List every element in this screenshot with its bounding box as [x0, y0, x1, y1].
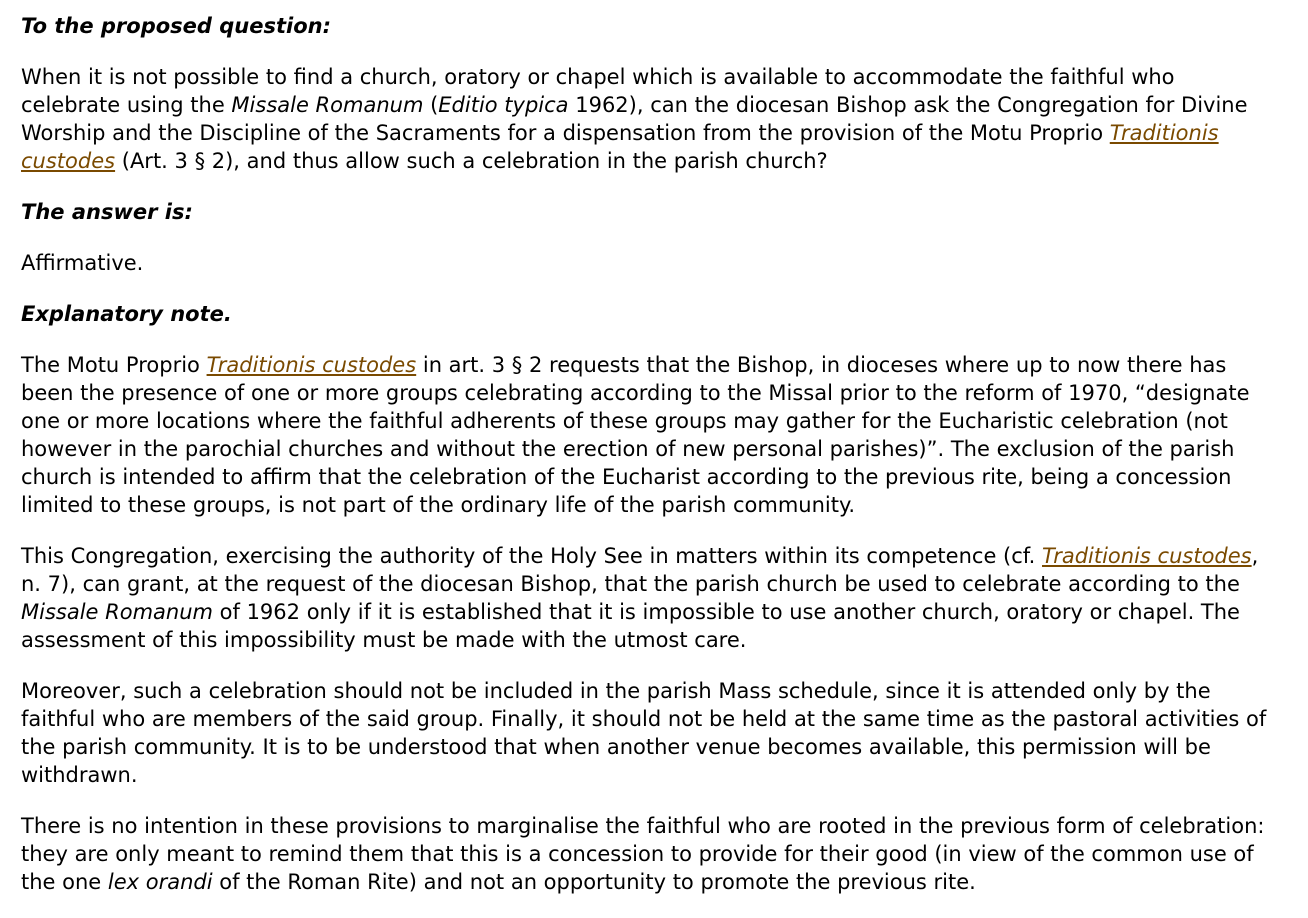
explanatory-paragraph-4 [21, 812, 1268, 896]
missale-romanum-emphasis: Missale Romanum [231, 93, 424, 117]
para4-text-1: There is no intention in these provisions to marginalise the faithful who are rooted in the previous form of celebration: they are only meant to remind them that this is a concession to provide for their good (in view of the common use of the one [21, 814, 1265, 894]
question-paragraph [21, 63, 1268, 175]
explanatory-paragraph-2 [21, 542, 1268, 654]
para2-text-3: of 1962 only if it is established that it is impossible to use another church, oratory or chapel. The assessment of this impossibility must be made with the utmost care. [21, 600, 1240, 652]
question-text-4: (Art. 3 § 2), and thus allow such a celebration in the parish church? [115, 149, 828, 173]
heading-explanatory-note: Explanatory note. [21, 302, 232, 326]
heading-answer: The answer is: [21, 200, 193, 224]
explanatory-paragraph-3: Moreover, such a celebration should not be included in the parish Mass schedule, since it is attended only by the faithful who are members of the said group. Finally, it should not be held at the same time as the pastoral activities of the parish community. It is to be understood that when another venue becomes available, this permission will be withdrawn. [21, 679, 1267, 787]
question-text-1: When it is not possible to find a church, oratory or chapel which is available to accommodate the faithful who celebrate using the [21, 65, 1175, 117]
traditionis-custodes-link-3[interactable]: Traditionis custodes [1042, 544, 1252, 568]
heading-proposed-question: To the proposed question: [21, 14, 331, 38]
para2-text-1: This Congregation, exercising the authority of the Holy See in matters within its competence (cf. [21, 544, 1042, 568]
para2-text-2: , n. 7), can grant, at the request of the diocesan Bishop, that the parish church be used to celebrate according to the [21, 544, 1259, 596]
question-text-3: 1962), can the diocesan Bishop ask the Congregation for Divine Worship and the Discipline of the Sacraments for a dispensation from the provision of the Motu Proprio [21, 93, 1248, 145]
editio-typica-emphasis: Editio typica [438, 93, 569, 117]
para1-text-1: The Motu Proprio [21, 353, 207, 377]
missale-romanum-emphasis-2: Missale Romanum [21, 600, 213, 624]
question-text-2: ( [423, 93, 439, 117]
answer-paragraph: Affirmative. [21, 251, 144, 275]
traditionis-custodes-link-2[interactable]: Traditionis custodes [206, 353, 417, 377]
traditionis-custodes-link-1[interactable]: Traditionis custodes [21, 121, 1219, 173]
explanatory-paragraph-1 [21, 351, 1268, 519]
para1-text-2: in art. 3 § 2 requests that the Bishop, in dioceses where up to now there has been the presence of one or more groups celebrating according to the Missal prior to the reform of 1970, “designate one or more locations where the faithful adherents of these groups may gather for the Eucharistic celebration (not however in the parochial churches and without the erection of new personal parishes)”. The exclusion of the parish church is intended to affirm that the celebration of the Eucharist according to the previous rite, being a concession limited to these groups, is not part of the ordinary life of the parish community. [21, 353, 1250, 517]
para4-text-2: of the Roman Rite) and not an opportunity to promote the previous rite. [212, 870, 976, 894]
lex-orandi-emphasis: lex orandi [107, 870, 213, 894]
